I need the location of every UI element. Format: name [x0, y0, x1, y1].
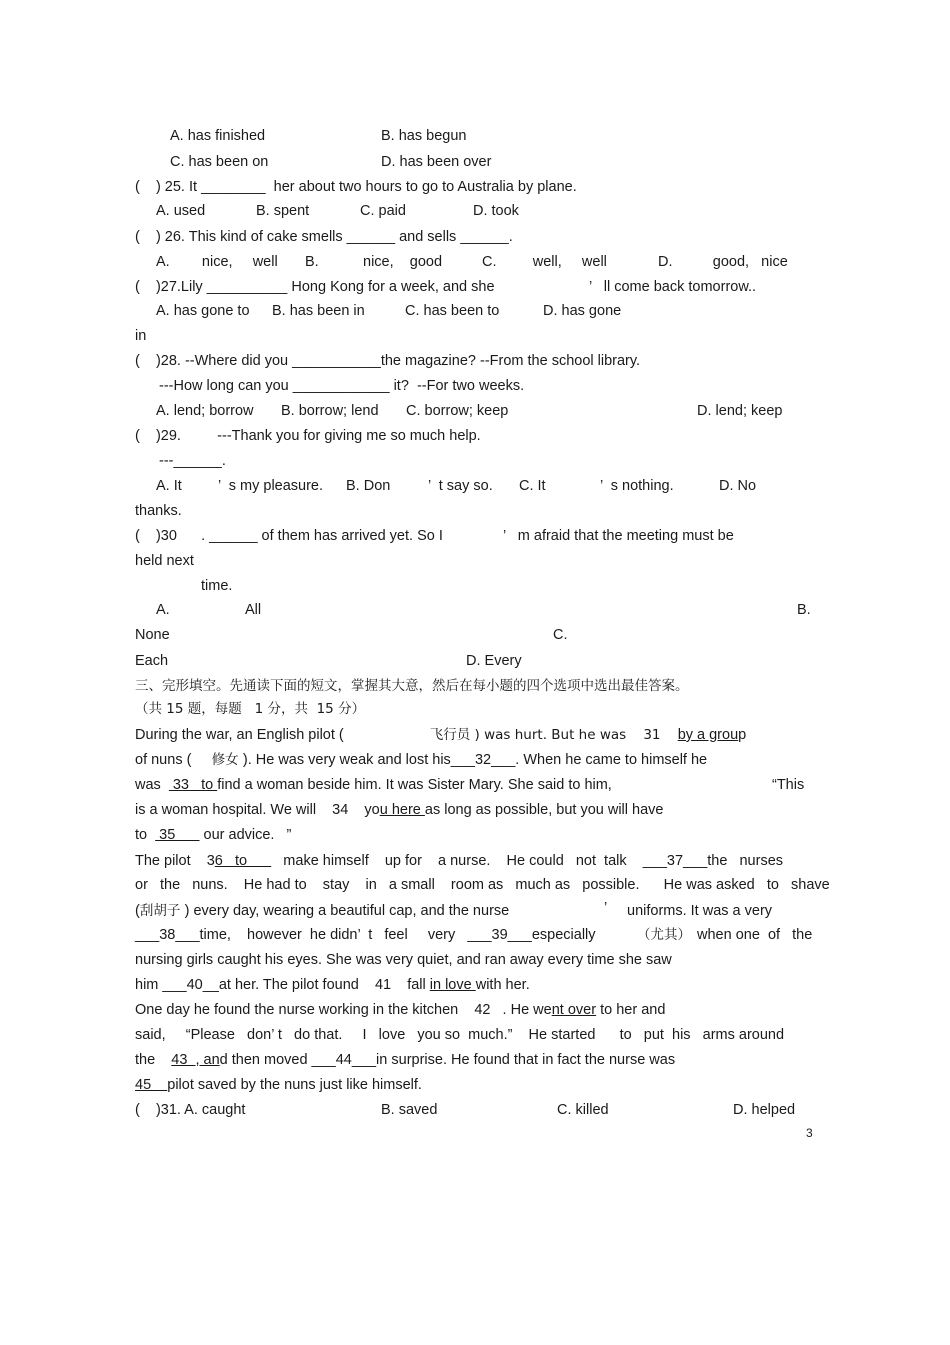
q30-option-c-text: Each — [135, 653, 169, 669]
section-3-subheading: （共 15 题，每题 1 分，共 15 分） — [135, 701, 366, 717]
passage-line-15: 45 pilot saved by the nuns just like himself. — [135, 1077, 422, 1093]
q27-option-b: B. has been in — [272, 303, 365, 319]
passage-line-5: to 35 our advice. ” — [135, 827, 292, 843]
q30-option-b: B. — [797, 602, 811, 618]
q28-option-b: B. borrow; lend — [281, 403, 379, 419]
q29-option-c: C. It — [519, 478, 546, 494]
q30-line-3: time. — [201, 578, 233, 594]
passage-line-4: is a woman hospital. We will 34 you here as long as possible, but you will have — [135, 802, 664, 818]
passage-line-8: (刮胡子 ) every day, wearing a beautiful cap, and the nurse — [135, 903, 510, 919]
q31-option-d: D. helped — [733, 1102, 796, 1118]
q25-stem: ( ) 25. It ________ her about two hours to go to Australia by plane. — [135, 179, 577, 195]
passage-line-10: nursing girls caught his eyes. She was very quiet, and ran away every time she saw — [135, 952, 672, 968]
q31-option-b: B. saved — [381, 1102, 438, 1118]
q27-option-c: C. has been to — [405, 303, 500, 319]
q24-option-d: D. has been over — [381, 154, 492, 170]
q26-option-d: D. good, nice — [658, 254, 788, 270]
passage-line-9-end: when one of the — [697, 927, 813, 943]
q24-option-a: A. has finished — [170, 128, 266, 144]
q25-option-c: C. paid — [360, 203, 406, 219]
q29-option-c-text: ’ s nothing. — [600, 478, 674, 494]
q25-option-b: B. spent — [256, 203, 310, 219]
passage-line-13: said, “Please don’ t do that. I love you so much.” He started to put his arms around — [135, 1027, 785, 1043]
q30-option-b-text: None — [135, 627, 170, 643]
q30-option-a-text: All — [245, 602, 262, 618]
q26-option-c: C. well, well — [482, 254, 607, 270]
passage-line-12: One day he found the nurse working in the kitchen 42 . He went over to her and — [135, 1002, 666, 1018]
passage-line-2: of nuns ( 修女 ). He was very weak and lost his___32___. When he came to himself he — [135, 752, 708, 768]
passage-line-7: or the nuns. He had to stay in a small room as much as possible. He was asked to shave — [135, 877, 830, 893]
q31-stem: ( )31. A. caught — [135, 1102, 246, 1118]
q30-option-c: C. — [553, 627, 568, 643]
q26-option-b: B. nice, good — [305, 254, 443, 270]
section-3-heading: 三、完形填空。先通读下面的短文，掌握其大意，然后在每小题的四个选项中选出最佳答案。 — [135, 678, 689, 694]
passage-line-8-apostrophe: ’ — [604, 900, 608, 916]
q27-option-d: D. has gone — [543, 303, 622, 319]
passage-line-9-gloss: （尤其） — [637, 927, 691, 943]
page-number: 3 — [806, 1126, 813, 1140]
q29-stem: ( )29. ---Thank you for giving me so much help. — [135, 428, 481, 444]
passage-line-1: During the war, an English pilot ( 飞行员 ) was hurt. But he was 31 by a group — [135, 727, 747, 743]
q28-option-a: A. lend; borrow — [156, 403, 254, 419]
q28-option-c: C. borrow; keep — [406, 403, 509, 419]
passage-line-11: him ___40__at her. The pilot found 41 fall in love with her. — [135, 977, 530, 993]
q30-line-2: held next — [135, 553, 194, 569]
q31-option-c: C. killed — [557, 1102, 609, 1118]
q25-option-a: A. used — [156, 203, 206, 219]
q30-option-d: D. Every — [466, 653, 522, 669]
q29-option-d: D. No — [719, 478, 757, 494]
q28-option-d: D. lend; keep — [697, 403, 783, 419]
q27-wrap: in — [135, 328, 147, 344]
q28-stem: ( )28. --Where did you ___________the magazine? --From the school library. — [135, 353, 641, 369]
q25-option-d: D. took — [473, 203, 519, 219]
q24-option-b: B. has begun — [381, 128, 467, 144]
q30-stem-end: ’ m afraid that the meeting must be — [503, 528, 734, 544]
q29-option-a: A. It — [156, 478, 182, 494]
passage-line-14: the 43 , and then moved ___44___in surprise. He found that in fact the nurse was — [135, 1052, 676, 1068]
q26-stem: ( ) 26. This kind of cake smells ______ and sells ______. — [135, 229, 513, 245]
q29-option-a-text: ’ s my pleasure. — [218, 478, 324, 494]
passage-line-9: ___38___time, however he didn’ t feel very ___39___especially — [135, 927, 596, 943]
q30-stem: ( )30 . ______ of them has arrived yet. So I — [135, 528, 443, 544]
passage-line-3-end: “This — [772, 777, 805, 793]
q30-option-a: A. — [156, 602, 170, 618]
q29-option-b-text: ’ t say so. — [428, 478, 493, 494]
passage-line-6: The pilot 36 to make himself up for a nurse. He could not talk ___37___the nurses — [135, 853, 784, 869]
q29-wrap: thanks. — [135, 503, 182, 519]
q27-stem: ( )27.Lily __________ Hong Kong for a week, and she — [135, 279, 495, 295]
q29-stem-2: ---______. — [159, 453, 226, 469]
passage-line-8-end: uniforms. It was a very — [627, 903, 773, 919]
q29-option-b: B. Don — [346, 478, 391, 494]
q27-stem-end: ’ ll come back tomorrow.. — [589, 279, 757, 295]
q28-stem-2: ---How long can you ____________ it? --For two weeks. — [159, 378, 525, 394]
q27-option-a: A. has gone to — [156, 303, 250, 319]
passage-line-3: was 33 to find a woman beside him. It was Sister Mary. She said to him, — [135, 777, 612, 793]
q26-option-a: A. nice, well — [156, 254, 278, 270]
q24-option-c: C. has been on — [170, 154, 269, 170]
